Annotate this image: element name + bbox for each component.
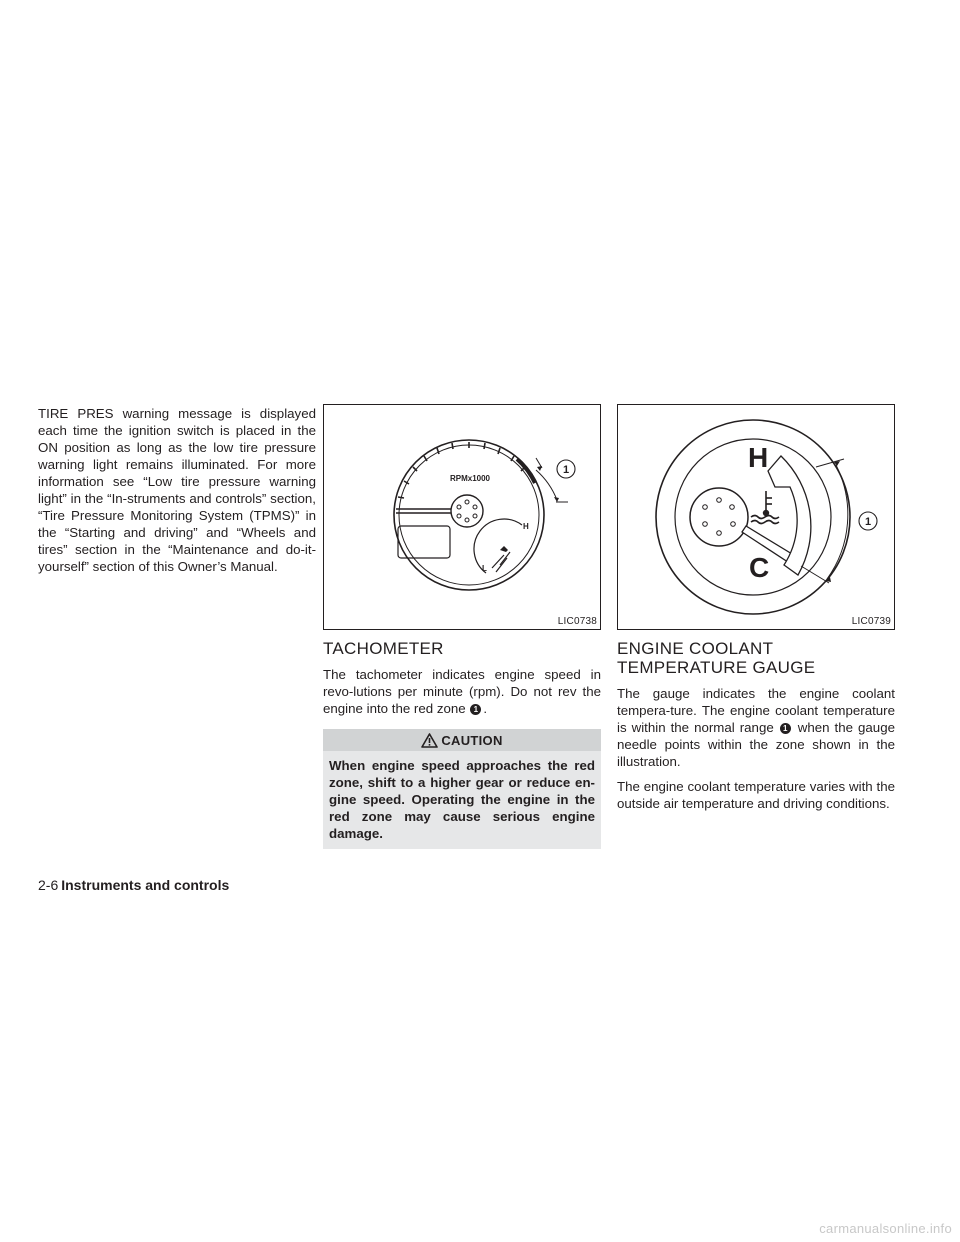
- hot-mark: H: [748, 442, 769, 473]
- tach-text-after: .: [483, 701, 488, 716]
- section-title: Instruments and controls: [61, 877, 230, 893]
- callout-badge: 1: [470, 704, 481, 715]
- callout-badge: 1: [780, 723, 791, 734]
- tpms-paragraph: TIRE PRES warning message is displayed each time the ignition switch is placed in the ON position as long as the low tire pressure warning light remains illuminated. For more information see “Low tire pressure warning light” in the “In-struments and controls” section, “Tire Pressure Monitoring System (TPMS)” in the “Starting and driving” and “Wheels and tires” section in the “Maintenance and do-it-yourself” section of this Owner’s Manual.: [38, 406, 316, 574]
- coolant-figure: [617, 404, 895, 630]
- tachometer-heading: TACHOMETER: [323, 639, 444, 658]
- tachometer-column: [323, 404, 601, 849]
- coolant-gauge-illustration: [618, 405, 894, 629]
- tachometer-paragraph: [323, 666, 601, 717]
- caution-box: [323, 729, 601, 849]
- coolant-paragraph: [617, 685, 895, 770]
- tachometer-figure: [323, 404, 601, 630]
- tach-text-before: The tachometer indicates engine speed in revo-lutions per minute (rpm). Do not rev the engine into the red zone: [323, 667, 601, 716]
- coolant-callout-number: 1: [864, 516, 872, 528]
- coolant-text-before: The gauge indicates the engine coolant tempera-ture. The engine coolant temperature is within the normal range: [617, 686, 895, 735]
- page-number: 2-6: [38, 877, 59, 893]
- caution-text: When engine speed approaches the red zone, shift to a higher gear or reduce en-gine speed. Operating the engine in the red zone may cause serious engine damage.: [329, 758, 595, 841]
- coolant-paragraph-2: The engine coolant temperature varies with the outside air temperature and driving conditions.: [617, 779, 895, 811]
- rpm-label: RPMx1000: [449, 474, 491, 483]
- coolant-text-after: when the gauge needle points within the zone shown in the illustration.: [617, 720, 895, 769]
- cold-mark: C: [749, 552, 770, 583]
- page-footer: [38, 877, 229, 893]
- caution-title: CAUTION: [441, 732, 503, 748]
- warning-icon: [421, 733, 438, 748]
- tach-hot-mark: H: [523, 522, 529, 531]
- tach-cold-mark: L: [482, 564, 487, 573]
- tachometer-illustration: [324, 405, 600, 629]
- figure-code: LIC0738: [557, 616, 597, 627]
- figure-code: LIC0739: [851, 616, 891, 627]
- caution-header: [323, 729, 601, 751]
- coolant-column: [617, 404, 895, 820]
- tach-callout-number: 1: [562, 464, 570, 476]
- left-column: [38, 404, 316, 583]
- watermark: carmanualsonline.info: [819, 1221, 952, 1236]
- coolant-heading: ENGINE COOLANT TEMPERATURE GAUGE: [617, 639, 816, 677]
